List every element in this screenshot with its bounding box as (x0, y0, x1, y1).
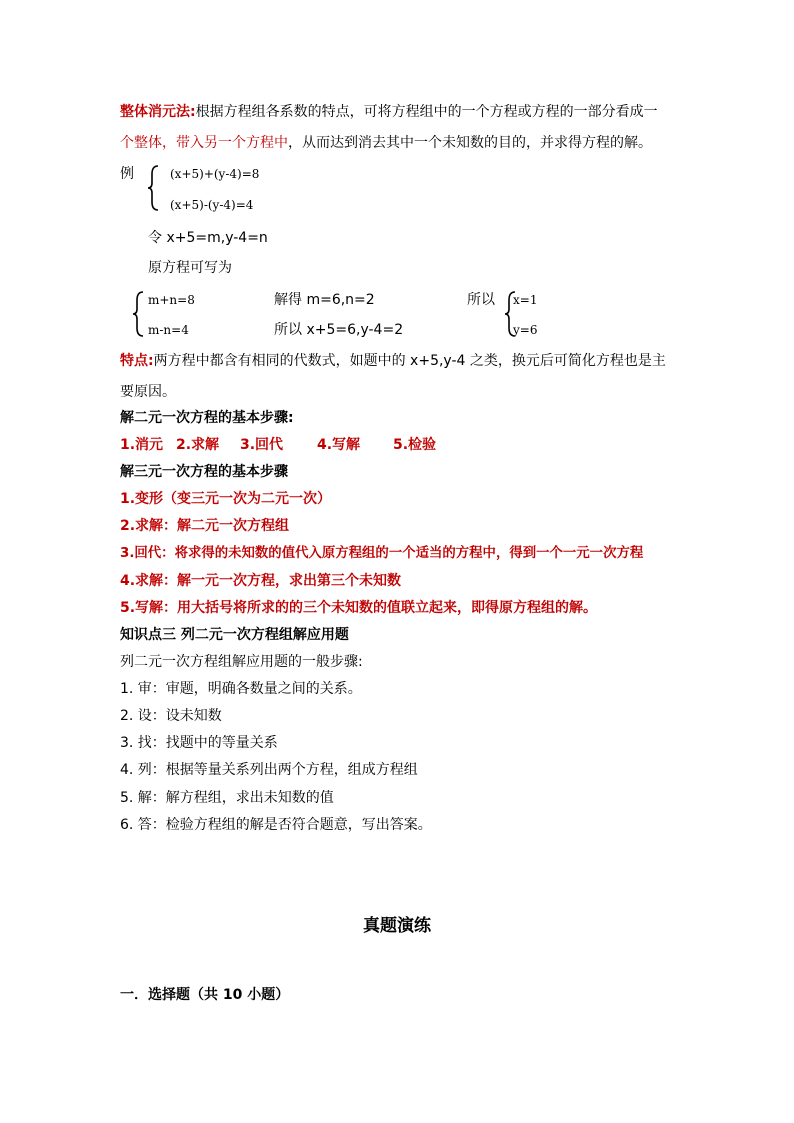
method-desc-part1: 根据方程组各系数的特点，可将方程组中的一个方程或方程的一部分看成一 (195, 104, 658, 120)
method-label: 整体消元法: (120, 104, 196, 120)
system-eq2: m-n=4 (148, 323, 189, 337)
three-var-step-1: 1.变形（变三元一次为二元一次） (120, 491, 332, 507)
example-eq2: (x+5)-(y-4)=4 (170, 198, 254, 212)
example-eq1: (x+5)+(y-4)=8 (170, 167, 260, 181)
knowledge-item-3: 3. 找：找题中的等量关系 (120, 735, 278, 751)
three-var-step-2: 2.求解：解二元一次方程组 (120, 518, 290, 534)
therefore-label: 所以 (467, 292, 495, 308)
two-var-step-1: 1.消元 (120, 437, 164, 453)
knowledge-title: 知识点三 列二元一次方程组解应用题 (120, 627, 349, 643)
feature-label: 特点: (120, 353, 154, 369)
method-line-1 (120, 102, 658, 122)
knowledge-item-2: 2. 设：设未知数 (120, 708, 222, 724)
substitution-text: 令 x+5=m,y-4=n (148, 230, 268, 246)
feature-line-2: 要原因。 (120, 384, 176, 400)
two-var-step-4: 4.写解 (317, 437, 361, 453)
system-eq1: m+n=8 (148, 293, 195, 307)
practice-title: 真题演练 (363, 916, 431, 936)
so-result: 所以 x+5=6,y-4=2 (274, 322, 404, 338)
example-label: 例 (120, 166, 134, 182)
method-desc-rest: ，从而达到消去其中一个未知数的目的，并求得方程的解。 (288, 135, 652, 151)
two-var-step-3: 3.回代 (240, 437, 284, 453)
system-brace (131, 290, 147, 338)
knowledge-item-6: 6. 答：检验方程组的解是否符合题意，写出答案。 (120, 817, 432, 833)
three-var-title: 解三元一次方程的基本步骤 (120, 464, 288, 480)
three-var-step-3: 3.回代：将求得的未知数的值代入原方程组的一个适当的方程中，得到一个一元一次方程 (120, 546, 644, 561)
knowledge-item-1: 1. 审：审题，明确各数量之间的关系。 (120, 681, 362, 697)
knowledge-item-4: 4. 列：根据等量关系列出两个方程，组成方程组 (120, 762, 418, 778)
two-var-step-2: 2.求解 (176, 437, 220, 453)
knowledge-item-5: 5. 解：解方程组，求出未知数的值 (120, 790, 334, 806)
answer-x: x=1 (513, 293, 538, 307)
feature-desc-1: 两方程中都含有相同的代数式，如题中的 x+5,y-4 之类，换元后可简化方程也是主 (153, 353, 666, 369)
two-var-title: 解二元一次方程的基本步骤: (120, 410, 294, 426)
answer-y: y=6 (513, 323, 538, 337)
practice-section-heading: 一．选择题（共 10 小题） (120, 987, 290, 1003)
feature-line-1 (120, 351, 666, 371)
knowledge-intro: 列二元一次方程组解应用题的一般步骤: (120, 654, 363, 670)
example-brace (146, 164, 162, 212)
method-desc-highlight: 个整体，带入另一个方程中 (120, 135, 288, 151)
three-var-step-4: 4.求解：解一元一次方程，求出第三个未知数 (120, 573, 402, 589)
solve-result: 解得 m=6,n=2 (274, 292, 375, 308)
method-line-2 (120, 133, 652, 153)
two-var-step-5: 5.检验 (393, 437, 437, 453)
three-var-step-5: 5.写解：用大括号将所求的的三个未知数的值联立起来，即得原方程组的解。 (120, 600, 598, 616)
rewrite-line: 原方程可写为 (148, 260, 232, 276)
substitution-line (148, 228, 268, 248)
